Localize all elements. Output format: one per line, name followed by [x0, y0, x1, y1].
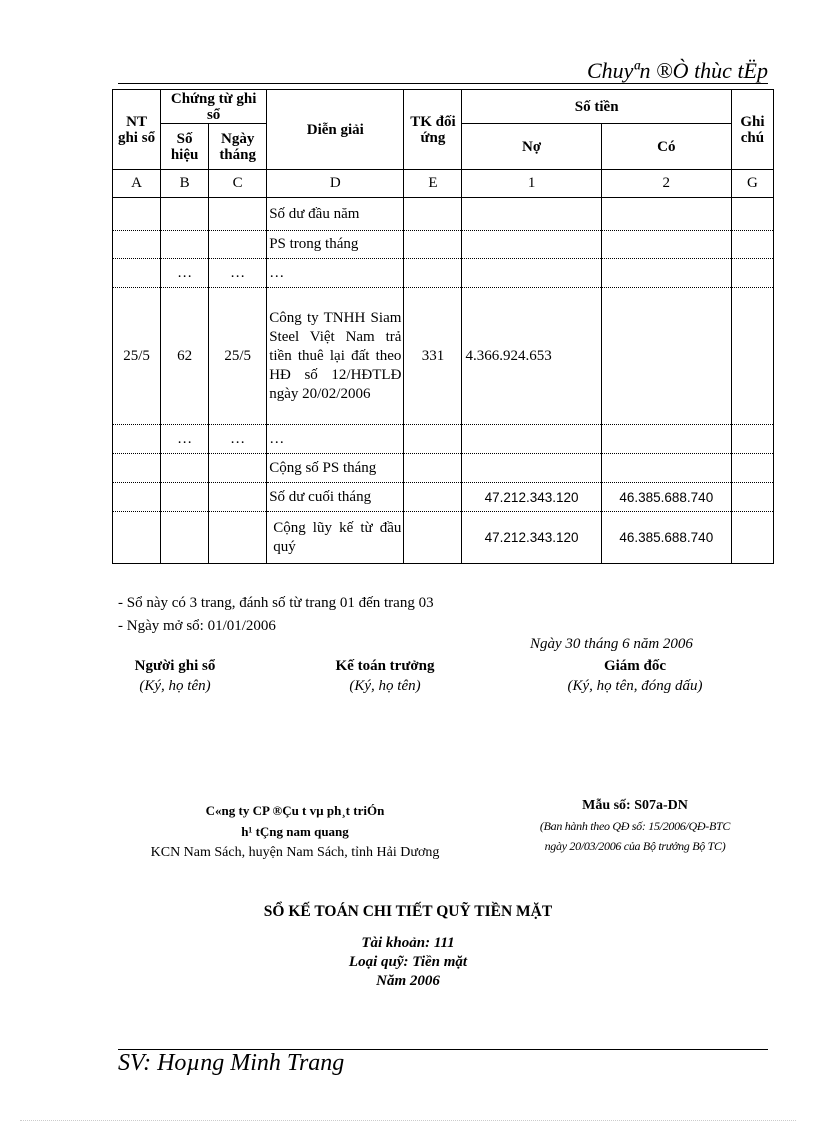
col-header-account: TK đối ứng — [404, 90, 462, 170]
recorder-signature — [100, 656, 250, 696]
book-account: Tài khoản: 111 — [361, 935, 455, 951]
cell-note — [731, 288, 773, 425]
letter-cell: 2 — [601, 170, 731, 198]
cell-debit — [462, 425, 601, 454]
cell-note — [731, 425, 773, 454]
cell-date — [209, 454, 267, 483]
cell-debit: 4.366.924.653 — [462, 288, 601, 425]
letter-cell: A — [113, 170, 161, 198]
cell-note — [731, 231, 773, 259]
col-header-voucher-no: Số hiệu — [161, 124, 209, 170]
table-row — [113, 483, 774, 512]
letter-cell: B — [161, 170, 209, 198]
accountant-subtitle: (Ký, họ tên) — [349, 678, 421, 694]
cell-account — [404, 231, 462, 259]
cell-date — [209, 198, 267, 231]
director-signature — [520, 656, 750, 696]
book-fund-type: Loại quỹ: Tiền mặt — [348, 954, 468, 970]
cell-account — [404, 483, 462, 512]
table-row — [113, 288, 774, 425]
accountant-title: Kế toán trưởng — [335, 658, 435, 674]
note-open-date: - Ngày mở sổ: 01/01/2006 — [118, 618, 276, 634]
company-name: C«ng ty CP ®Çu t vµ ph¸t triÓn — [205, 803, 385, 818]
cell-no — [161, 231, 209, 259]
table-row — [113, 198, 774, 231]
cell-desc: … — [267, 259, 404, 288]
cell-credit — [601, 288, 731, 425]
cell-date — [209, 483, 267, 512]
cell-no: … — [161, 425, 209, 454]
recorder-title: Người ghi sổ — [134, 658, 216, 674]
cell-desc: PS trong tháng — [267, 231, 404, 259]
cell-nt — [113, 259, 161, 288]
cell-debit: 47.212.343.120 — [462, 483, 601, 512]
cell-nt — [113, 425, 161, 454]
director-subtitle: (Ký, họ tên, đóng dấu) — [567, 678, 703, 694]
col-header-amount: Số tiền — [462, 90, 731, 124]
cell-date: … — [209, 425, 267, 454]
cell-credit: 46.385.688.740 — [601, 483, 731, 512]
form-issued-line2: ngày 20/03/2006 của Bộ trưởng Bộ TC) — [544, 839, 726, 853]
form-code-block — [490, 796, 780, 856]
letter-cell: E — [404, 170, 462, 198]
ledger-notes — [118, 592, 434, 638]
letter-cell: D — [267, 170, 404, 198]
cell-desc: Số dư đầu năm — [267, 198, 404, 231]
cell-note — [731, 483, 773, 512]
recorder-subtitle: (Ký, họ tên) — [139, 678, 211, 694]
letter-cell: 1 — [462, 170, 601, 198]
cell-note — [731, 198, 773, 231]
director-title: Giám đốc — [603, 658, 667, 674]
page-header-title: Chuyªn ®Ò thùc tËp — [586, 58, 768, 83]
cell-account — [404, 259, 462, 288]
col-header-voucher-date: Ngày tháng — [209, 124, 267, 170]
cell-no — [161, 454, 209, 483]
letter-cell: C — [209, 170, 267, 198]
cell-nt — [113, 483, 161, 512]
form-code: Mẫu số: S07a-DN — [582, 798, 688, 813]
cell-note — [731, 512, 773, 564]
cell-no: 62 — [161, 288, 209, 425]
cell-debit — [462, 454, 601, 483]
note-pages: - Sổ này có 3 trang, đánh số từ trang 01 đến trang 03 — [118, 595, 434, 611]
cell-nt — [113, 454, 161, 483]
cell-account — [404, 454, 462, 483]
cell-debit — [462, 198, 601, 231]
cell-nt — [113, 231, 161, 259]
company-name-line2: h¹ tÇng nam quang — [241, 824, 349, 839]
cell-credit — [601, 198, 731, 231]
form-issued-line1: (Ban hành theo QĐ số: 15/2006/QĐ-BTC — [539, 819, 731, 833]
cell-no: … — [161, 259, 209, 288]
cell-no — [161, 483, 209, 512]
cell-no — [161, 512, 209, 564]
cell-credit — [601, 231, 731, 259]
cell-credit — [601, 454, 731, 483]
cell-desc: Số dư cuối tháng — [267, 483, 404, 512]
cell-credit — [601, 259, 731, 288]
cell-account — [404, 198, 462, 231]
cell-desc: Cộng số PS tháng — [267, 454, 404, 483]
cell-credit: 46.385.688.740 — [601, 512, 731, 564]
cash-ledger-table — [112, 89, 774, 564]
table-row — [113, 425, 774, 454]
table-row — [113, 512, 774, 564]
page-bottom-border — [20, 1120, 796, 1121]
cell-desc: … — [267, 425, 404, 454]
col-header-voucher: Chứng từ ghi sổ — [161, 90, 267, 124]
table-row — [113, 259, 774, 288]
cell-date: 25/5 — [209, 288, 267, 425]
cell-account: 331 — [404, 288, 462, 425]
cell-date — [209, 512, 267, 564]
cell-date — [209, 231, 267, 259]
table-row — [113, 454, 774, 483]
accountant-signature — [300, 656, 470, 696]
book-subtitle — [0, 934, 816, 991]
col-header-note: Ghi chú — [731, 90, 773, 170]
cell-debit — [462, 231, 601, 259]
cell-account — [404, 425, 462, 454]
cell-desc: Cộng lũy kế từ đầu quý — [267, 512, 404, 564]
cell-note — [731, 259, 773, 288]
cell-nt — [113, 512, 161, 564]
cell-desc: Công ty TNHH Siam Steel Việt Nam trả tiền thuê lại đất theo HĐ số 12/HĐTLĐ ngày 20/02/2006 — [267, 288, 404, 425]
cell-credit — [601, 425, 731, 454]
cell-nt: 25/5 — [113, 288, 161, 425]
signature-date: Ngày 30 tháng 6 năm 2006 — [530, 636, 693, 652]
footer-student: SV: Hoµng Minh Trang — [118, 1050, 345, 1076]
cell-note — [731, 454, 773, 483]
cell-date: … — [209, 259, 267, 288]
letter-cell: G — [731, 170, 773, 198]
company-address: KCN Nam Sách, huyện Nam Sách, tỉnh Hải Dương — [150, 845, 440, 860]
cell-account — [404, 512, 462, 564]
table-row — [113, 231, 774, 259]
col-header-desc: Diễn giải — [267, 90, 404, 170]
column-letter-row — [113, 170, 774, 198]
book-year: Năm 2006 — [376, 973, 440, 989]
header-divider — [118, 83, 768, 84]
col-header-debit: Nợ — [462, 124, 601, 170]
cell-debit: 47.212.343.120 — [462, 512, 601, 564]
col-header-credit: Có — [601, 124, 731, 170]
cell-no — [161, 198, 209, 231]
cell-debit — [462, 259, 601, 288]
company-block — [100, 800, 490, 863]
book-title: SỔ KẾ TOÁN CHI TIẾT QUỸ TIỀN MẶT — [263, 903, 553, 920]
cell-nt — [113, 198, 161, 231]
col-header-nt: NT ghi sổ — [113, 90, 161, 170]
